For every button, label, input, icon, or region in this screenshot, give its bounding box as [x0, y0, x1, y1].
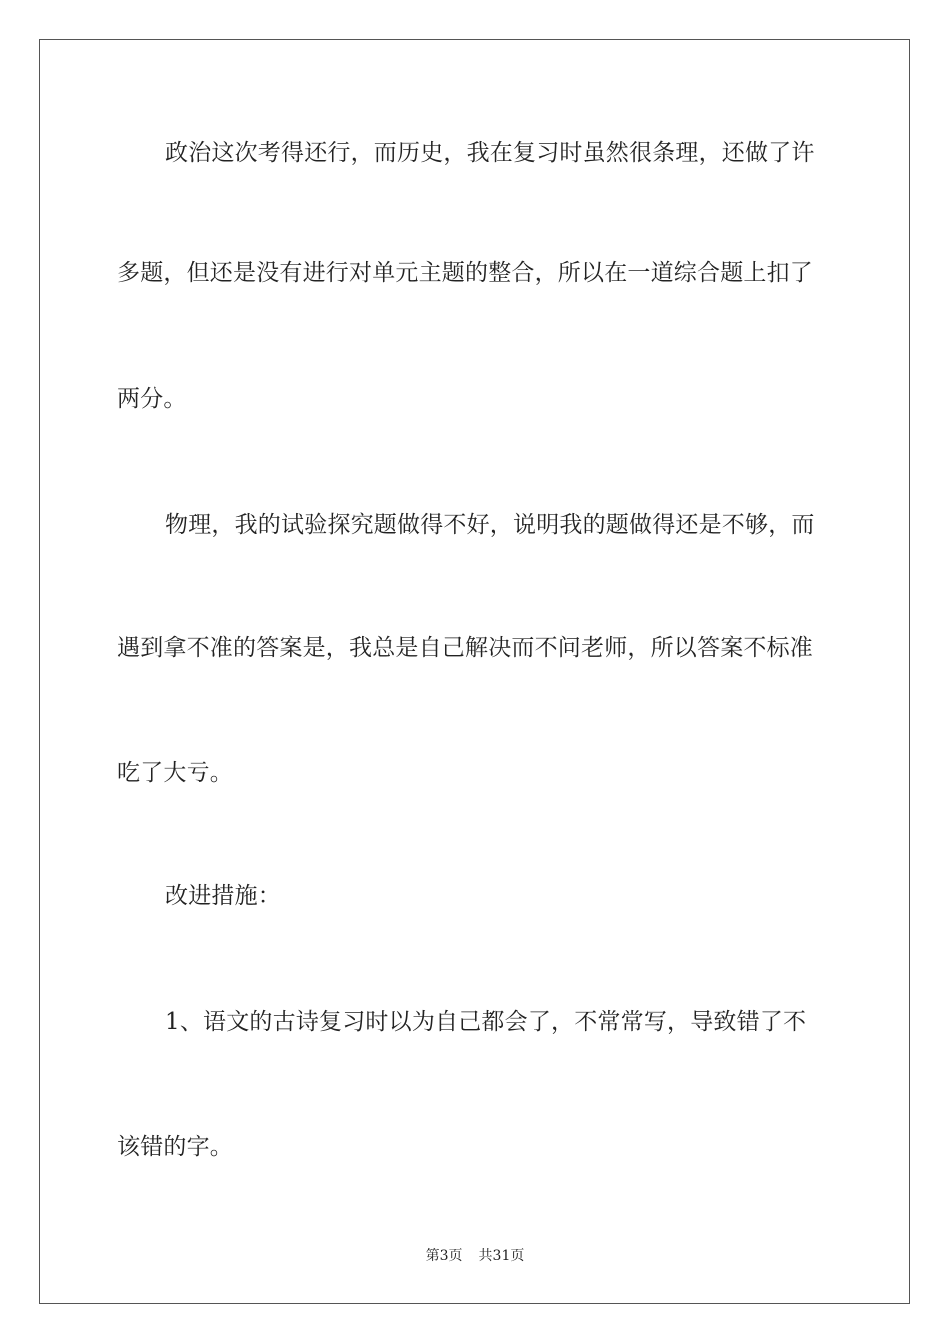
list-item-line: 1、语文的古诗复习时以为自己都会了，不常常写，导致错了不 [165, 1009, 807, 1035]
paragraph-line: 多题，但还是没有进行对单元主题的整合，所以在一道综合题上扣了 [117, 260, 813, 286]
paragraph-line: 物理，我的试验探究题做得不好，说明我的题做得还是不够，而 [165, 512, 815, 538]
page-footer [0, 1247, 950, 1265]
page-border [39, 39, 910, 1304]
paragraph-line: 遇到拿不准的答案是，我总是自己解决而不问老师，所以答案不标准 [117, 635, 813, 661]
section-heading: 改进措施： [165, 883, 281, 909]
page-number: 第3页 [425, 1248, 463, 1264]
paragraph-line: 政治这次考得还行，而历史，我在复习时虽然很条理，还做了许 [165, 140, 815, 166]
paragraph-line: 两分。 [117, 386, 187, 412]
list-item-line: 该错的字。 [117, 1134, 233, 1160]
paragraph-line: 吃了大亏。 [117, 760, 233, 786]
total-pages: 共31页 [478, 1248, 525, 1264]
